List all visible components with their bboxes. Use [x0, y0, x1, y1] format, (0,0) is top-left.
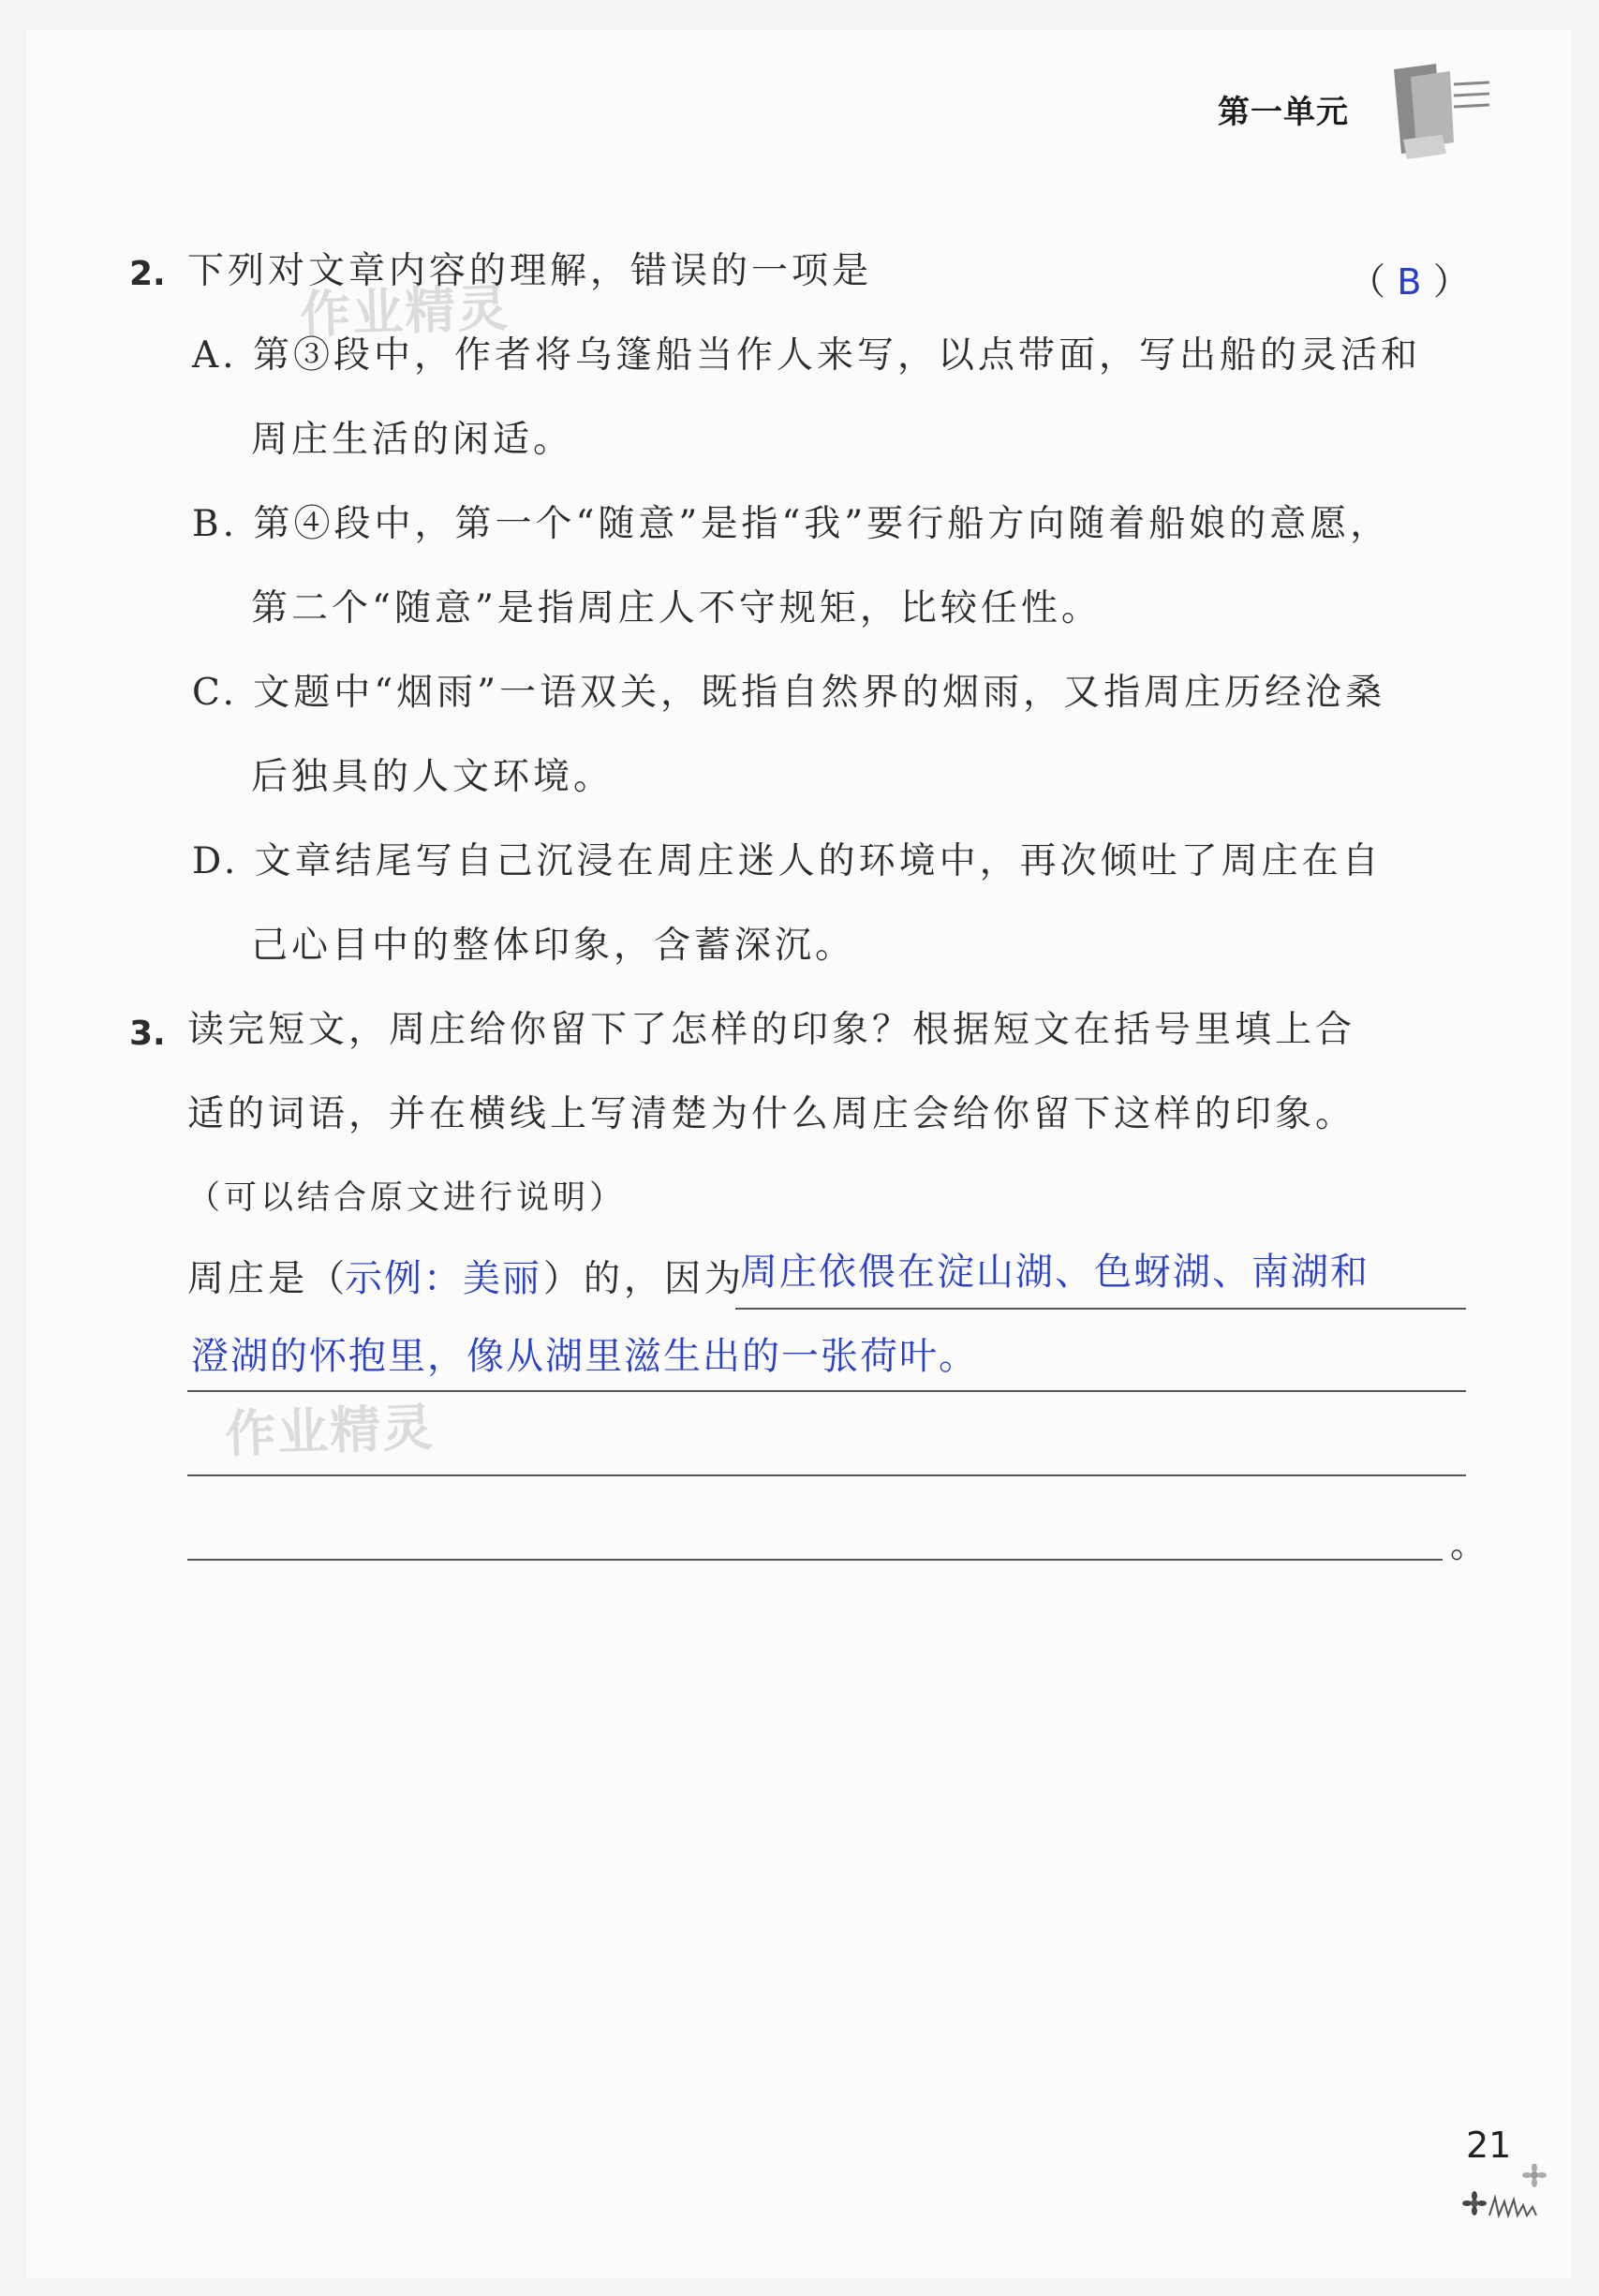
answer-line [187, 1390, 1466, 1392]
written-answer-line-1: 周庄依偎在淀山湖、色蚜湖、南湖和 [740, 1251, 1370, 1294]
book-stack-icon [1384, 60, 1497, 163]
option-c-line-1: C. 文题中“烟雨”一语双关，既指自然界的烟雨，又指周庄历经沧桑 [192, 672, 1386, 714]
answer-line [735, 1308, 1466, 1310]
flower-decoration-icon [1461, 2164, 1564, 2220]
option-a-line-2: 周庄生活的闲适。 [251, 419, 574, 461]
option-b-line-2: 第二个“随意”是指周庄人不守规矩，比较任性。 [251, 587, 1102, 630]
question-3-number: 3. [129, 1015, 166, 1053]
end-mark: 。 [1450, 1524, 1491, 1566]
fill-prefix: 周庄是（ [187, 1258, 349, 1300]
watermark: 作业精灵 [299, 278, 511, 345]
question-2-stem: 下列对文章内容的理解，错误的一项是 [187, 250, 873, 292]
page-number: 21 [1466, 2125, 1512, 2166]
watermark: 作业精灵 [224, 1398, 437, 1464]
bracket-close: ） [1432, 261, 1470, 304]
fill-suffix: ）的，因为 [543, 1258, 746, 1300]
option-a-line-1: A. 第③段中，作者将乌篷船当作人来写，以点带面，写出船的灵活和 [192, 334, 1421, 377]
question-3-stem-line-1: 读完短文，周庄给你留下了怎样的印象？根据短文在括号里填上合 [187, 1009, 1356, 1051]
written-answer-line-2: 澄湖的怀抱里，像从湖里滋生出的一张荷叶。 [191, 1335, 978, 1378]
question-2-answer-bracket [1349, 253, 1470, 305]
question-3-stem-line-2: 适的词语，并在横线上写清楚为什么周庄会给你留下这样的印象。 [187, 1093, 1356, 1135]
unit-title: 第一单元 [1218, 94, 1349, 131]
bracket-open: （ [1349, 261, 1386, 304]
question-2-answer: B [1397, 261, 1422, 303]
answer-line [187, 1474, 1466, 1476]
option-d-line-1: D. 文章结尾写自己沉浸在周庄迷人的环境中，再次倾吐了周庄在自 [192, 840, 1383, 882]
answer-line [187, 1559, 1443, 1561]
option-c-line-2: 后独具的人文环境。 [251, 756, 614, 798]
option-b-line-1: B. 第④段中，第一个“随意”是指“我”要行船方向随着船娘的意愿， [192, 503, 1391, 545]
option-d-line-2: 己心目中的整体印象，含蓄深沉。 [251, 925, 856, 967]
fill-answer: 示例：美丽 [345, 1257, 541, 1300]
question-3-stem-line-3: （可以结合原文进行说明） [187, 1179, 627, 1217]
question-2-number: 2. [129, 255, 166, 293]
